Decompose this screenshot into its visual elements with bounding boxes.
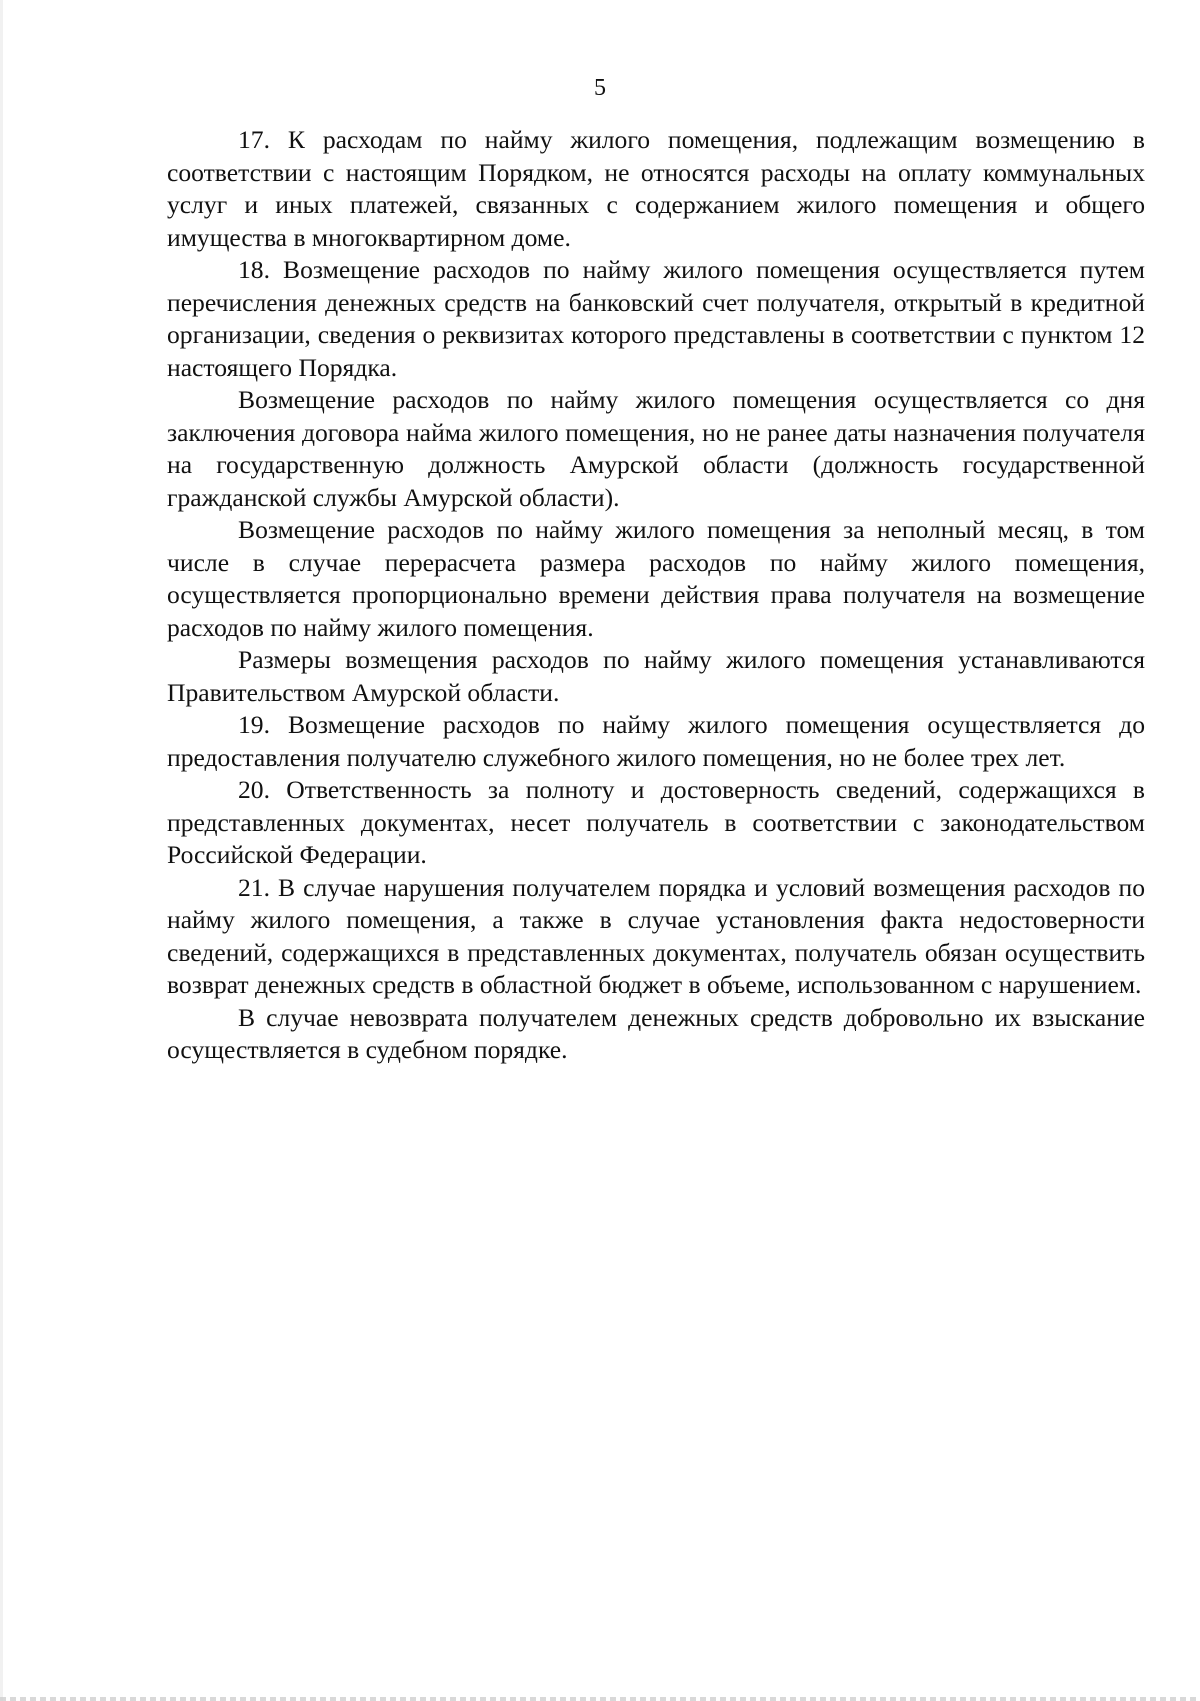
page-number: 5 xyxy=(594,75,606,101)
paragraph-19: 19. Возмещение расходов по найму жилого помещения осуществляется до предоставления получателю служебного жилого помещения, но не более трех лет. xyxy=(167,710,1145,772)
paragraph-17: 17. К расходам по найму жилого помещения, подлежащим возмещению в соответствии с настоящим Порядком, не относятся расходы на оплату коммунальных услуг и иных платежей, связанных с содержанием жилого помещения и общего имущества в многоквартирном доме. xyxy=(167,125,1145,252)
document-body xyxy=(167,124,1145,1067)
paragraph-21: 21. В случае нарушения получателем порядка и условий возмещения расходов по найму жилого помещения, а также в случае установления факта недостоверности сведений, содержащихся в представленных документах, получатель обязан осуществить возврат денежных средств в областной бюджет в объеме, использованном с нарушением. xyxy=(167,872,1145,999)
scan-left-edge xyxy=(0,0,3,1701)
scan-bottom-edge xyxy=(0,1697,1200,1701)
paragraph-18-amounts: Размеры возмещения расходов по найму жилого помещения устанавливаются Правительством Амурской области. xyxy=(167,645,1145,707)
paragraph-20: 20. Ответственность за полноту и достоверность сведений, содержащихся в представленных документах, несет получатель в соответствии с законодательством Российской Федерации. xyxy=(167,775,1145,869)
paragraph-18-start-date: Возмещение расходов по найму жилого помещения осуществляется со дня заключения договора найма жилого помещения, но не ранее даты назначения получателя на государственную должность Амурской области (должность государственной гражданской службы Амурской области). xyxy=(167,385,1145,512)
paragraph-18: 18. Возмещение расходов по найму жилого помещения осуществляется путем перечисления денежных средств на банковский счет получателя, открытый в кредитной организации, сведения о реквизитах которого представлены в соответствии с пунктом 12 настоящего Порядка. xyxy=(167,255,1145,382)
paragraph-18-partial-month: Возмещение расходов по найму жилого помещения за неполный месяц, в том числе в случае перерасчета размера расходов по найму жилого помещения, осуществляется пропорционально времени действия права получателя на возмещение расходов по найму жилого помещения. xyxy=(167,515,1145,642)
paragraph-21-recovery: В случае невозврата получателем денежных средств добровольно их взыскание осуществляется в судебном порядке. xyxy=(167,1002,1145,1064)
